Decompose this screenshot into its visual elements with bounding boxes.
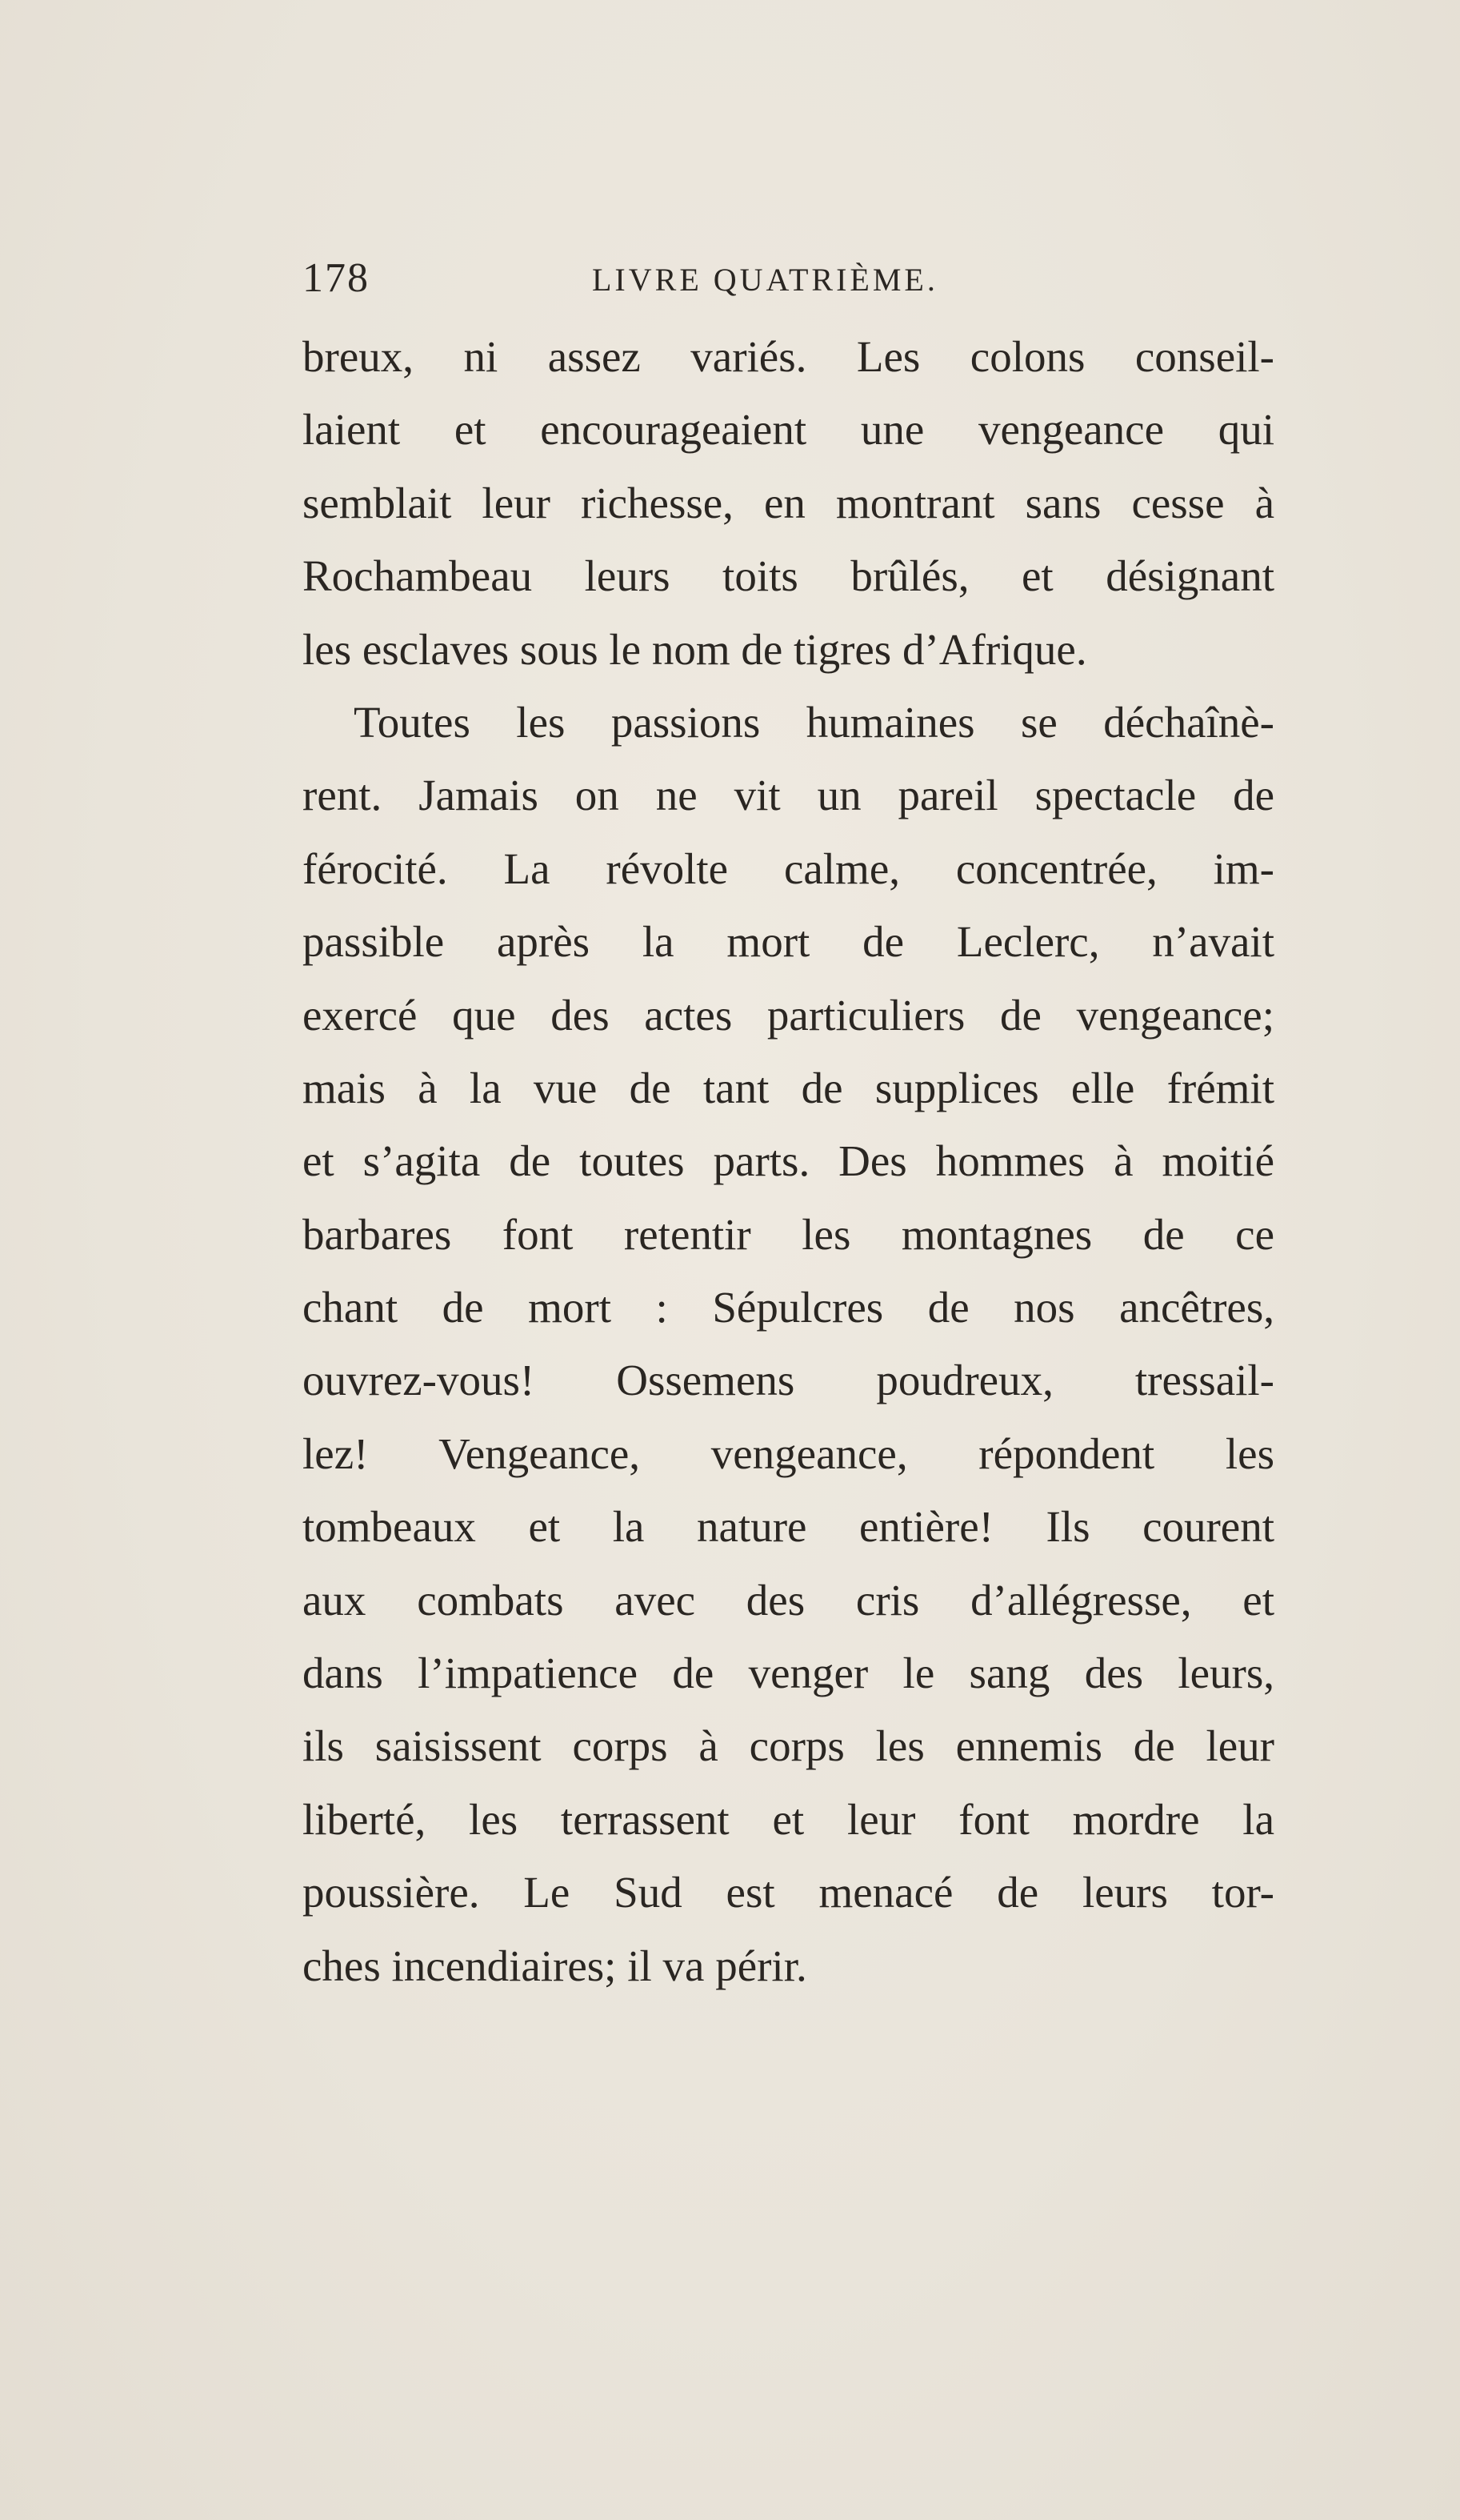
text-line: dans l’impatience de venger le sang des leurs,: [302, 1649, 1274, 1698]
running-title: LIVRE QUATRIÈME.: [592, 262, 938, 298]
text-line: et s’agita de toutes parts. Des hommes à moitié: [302, 1136, 1274, 1186]
text-line: ouvrez-vous! Ossemens poudreux, tressail-: [302, 1356, 1274, 1405]
text-line: exercé que des actes particuliers de vengeance;: [302, 990, 1274, 1040]
text-line: breux, ni assez variés. Les colons conseil-: [302, 332, 1274, 381]
text-line: les esclaves sous le nom de tigres d’Afrique.: [302, 624, 1087, 674]
text-line: férocité. La révolte calme, concentrée, im-: [302, 843, 1274, 893]
text-line: rent. Jamais on ne vit un pareil spectacle de: [302, 771, 1274, 820]
body-text: [302, 320, 1274, 2002]
text-line: tombeaux et la nature entière! Ils courent: [302, 1502, 1274, 1552]
text-line: semblait leur richesse, en montrant sans cesse à: [302, 478, 1274, 527]
text-line: passible après la mort de Leclerc, n’avait: [302, 917, 1274, 967]
text-line: poussière. Le Sud est menacé de leurs tor-: [302, 1868, 1274, 1917]
text-line: mais à la vue de tant de supplices elle frémit: [302, 1063, 1274, 1112]
text-line: barbares font retentir les montagnes de ce: [302, 1209, 1274, 1259]
text-line: chant de mort : Sépulcres de nos ancêtres,: [302, 1283, 1274, 1332]
text-line: aux combats avec des cris d’allégresse, et: [302, 1575, 1274, 1625]
text-line: lez! Vengeance, vengeance, répondent les: [302, 1428, 1274, 1478]
page-header: [302, 254, 1294, 302]
paragraph-start-line: Toutes les passions humaines se déchaînè-: [354, 697, 1274, 747]
text-line: liberté, les terrassent et leur font mordre la: [302, 1794, 1274, 1844]
text-line: ches incendiaires; il va périr.: [302, 1941, 807, 1990]
page-number: 178: [302, 255, 370, 301]
text-line: ils saisissent corps à corps les ennemis de leur: [302, 1721, 1274, 1771]
text-line: Rochambeau leurs toits brûlés, et désignant: [302, 551, 1274, 601]
text-line: laient et encourageaient une vengeance qui: [302, 405, 1274, 455]
